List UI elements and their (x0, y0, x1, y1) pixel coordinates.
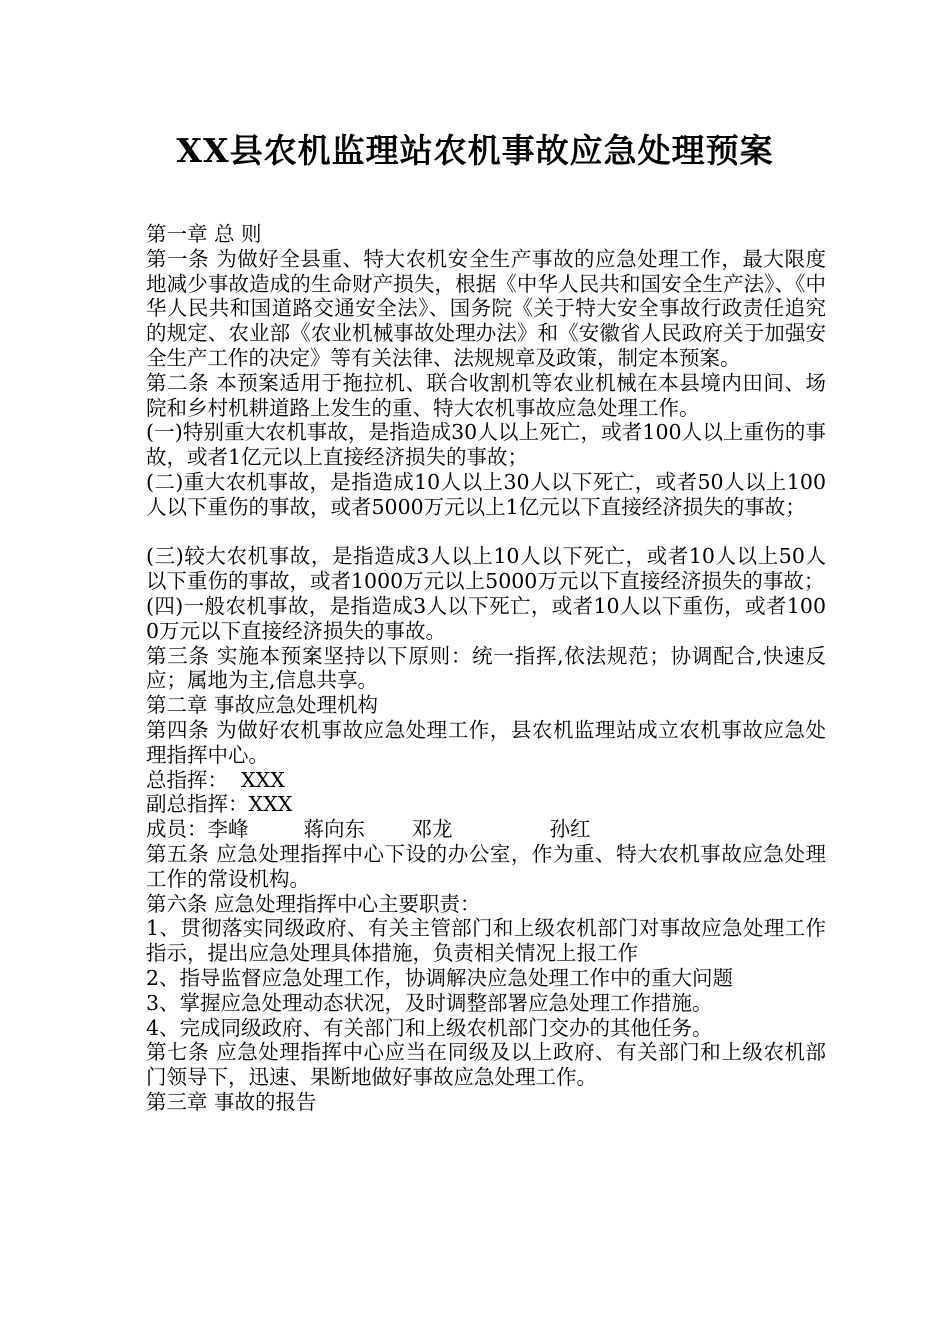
article-paragraph: 第五条 应急处理指挥中心下设的办公室，作为重、特大农机事故应急处理工作的常设机构。 (146, 841, 826, 891)
chapter-heading: 第三章 事故的报告 (146, 1089, 317, 1114)
list-item: 1、贯彻落实同级政府、有关主管部门和上级农机部门对事故应急处理工作指示，提出应急处理具体措施，负责相关情况上报工作 (146, 916, 826, 966)
member-name: 孙红 (549, 817, 591, 842)
member-name: 蒋向东 (303, 817, 365, 842)
blank-line (146, 520, 826, 545)
deputy-commander-line: 副总指挥：XXX (146, 792, 293, 817)
article-paragraph: 第七条 应急处理指挥中心应当在同级及以上政府、有关部门和上级农机部门领导下，迅速、果断地做好事故应急处理工作。 (146, 1040, 826, 1090)
list-item: (四)一般农机事故，是指造成3人以下死亡，或者10人以下重伤，或者1000万元以下直接经济损失的事故。 (146, 593, 826, 643)
list-item: 3、掌握应急处理动态状况，及时调整部署应急处理工作措施。 (146, 990, 713, 1015)
article-paragraph: 第一条 为做好全县重、特大农机安全生产事故的应急处理工作，最大限度地减少事故造成的生命财产损失，根据《中华人民共和国安全生产法》、《中华人民共和国道路交通安全法》、国务院《关于特大安全事故行政责任追究的规定、农业部《农业机械事故处理办法》和《安徽省人民政府关于加强安全生产工作的决定》等有关法律、法规规章及政策，制定本预案。 (146, 246, 826, 370)
article-paragraph: 第二条 本预案适用于拖拉机、联合收割机等农业机械在本县境内田间、场院和乡村机耕道路上发生的重、特大农机事故应急处理工作。 (146, 370, 826, 420)
member-name: 邓龙 (411, 817, 453, 842)
members-line (146, 817, 826, 842)
list-item: (二)重大农机事故，是指造成10人以上30人以下死亡，或者50人以上100人以下重伤的事故，或者5000万元以上1亿元以下直接经济损失的事故； (146, 469, 826, 519)
list-item: 4、完成同级政府、有关部门和上级农机部门交办的其他任务。 (146, 1015, 713, 1040)
member-name: 李峰 (207, 817, 249, 842)
document-body (146, 222, 826, 1115)
article-paragraph: 第三条 实施本预案坚持以下原则：统一指挥,依法规范；协调配合,快速反应；属地为主,信息共享。 (146, 643, 826, 693)
commander-line: 总指挥： XXX (146, 767, 285, 792)
list-item: (一)特别重大农机事故，是指造成30人以上死亡，或者100人以上重伤的事故，或者1亿元以上直接经济损失的事故； (146, 420, 826, 470)
article-paragraph: 第六条 应急处理指挥中心主要职责： (146, 891, 481, 916)
article-paragraph: 第四条 为做好农机事故应急处理工作，县农机监理站成立农机事故应急处理指挥中心。 (146, 717, 826, 767)
list-item: 2、指导监督应急处理工作，协调解决应急处理工作中的重大问题 (146, 965, 734, 990)
chapter-heading: 第二章 事故应急处理机构 (146, 693, 379, 718)
document-title: XX县农机监理站农机事故应急处理预案 (176, 131, 774, 170)
list-item: (三)较大农机事故，是指造成3人以上10人以下死亡，或者10人以上50人以下重伤的事故，或者1000万元以上5000万元以下直接经济损失的事故； (146, 544, 826, 594)
members-label: 成员： (146, 817, 208, 842)
chapter-heading: 第一章 总 则 (146, 222, 262, 246)
